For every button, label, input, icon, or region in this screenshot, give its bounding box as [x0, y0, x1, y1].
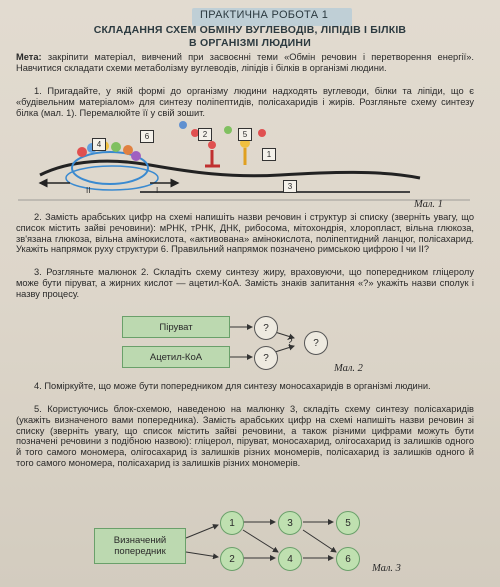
practical-work-label: ПРАКТИЧНА РОБОТА 1 — [200, 9, 329, 21]
box-defined-precursor: Визначений попередник — [94, 528, 186, 564]
box-acetyl-coa: Ацетил-КоА — [122, 346, 230, 368]
fig3-caption: Мал. 3 — [372, 563, 401, 574]
fig2-question-2: ? — [254, 346, 278, 370]
fig1-number-2: 2 — [198, 128, 212, 141]
fig2-caption: Мал. 2 — [334, 363, 363, 374]
fig3-node-4: 4 — [278, 547, 302, 571]
fig3-node-6: 6 — [336, 547, 360, 571]
page-title-line2: В ОРГАНІЗМІ ЛЮДИНИ — [189, 37, 311, 49]
page-title: СКЛАДАННЯ СХЕМ ОБМІНУ ВУГЛЕВОДІВ, ЛІПІДІВ І БІЛКІВ — [93, 24, 407, 36]
fig3-node-5: 5 — [336, 511, 360, 535]
box-pyruvate: Піруват — [122, 316, 230, 338]
aim-label: Мета: — [16, 52, 42, 62]
task-3: 3. Розгляньте малюнок 2. Складіть схему синтезу жиру, враховуючи, що попередником гліцеролу може бути піруват, а жирних кислот — ацетил-КоА. Замість знаків запитання «?» укажіть назви сполук і назву процесу. — [16, 267, 474, 299]
fig3-node-3: 3 — [278, 511, 302, 535]
task-2: 2. Замість арабських цифр на схемі напишіть назви речовин і структур зі списку (зверніть увагу, що список містить зайві речовини): мРНК, тРНК, ДНК, рибосома, мітохондрія, хлоропласт, вільна глюкоза, зв'язана глюкоза, вільна амінокислота, «активована» амінокислота, поліпептидний ланцюг, полісахарид. Укажіть напрямок руху структури 6. Правильний напрямок позначено римською цифрою І чи ІІ? — [16, 212, 474, 255]
fig1-number-1: 1 — [262, 148, 276, 161]
fig1-roman-2: ІІ — [86, 186, 91, 195]
fig3-node-2: 2 — [220, 547, 244, 571]
fig1-roman-1: І — [156, 186, 159, 195]
aim-text: закріпити матеріал, вивчений при засвоєнні теми «Обмін речовин і перетворення енергії». Навчитися складати схеми метаболізму вуглеводів, ліпідів і білків в організмі людини. — [16, 52, 474, 73]
task-1: 1. Пригадайте, у якій формі до організму людини надходять вуглеводи, білки та ліпіди, що є «будівельним матеріалом» для синтезу поліпептидів, полісахаридів і жирів. Розгляньте схему синтезу білка (мал. 1). Перемалюйте її у свій зошит. — [16, 86, 474, 118]
fig2-question-3: ? — [304, 331, 328, 355]
fig1-number-6: 6 — [140, 130, 154, 143]
fig1-caption: Мал. 1 — [414, 199, 443, 210]
task-5: 5. Користуючись блок-схемою, наведеною на малюнку 3, складіть схему синтезу полісахаридів (укажіть визначеного вами попередника). Замість арабських цифр на схемі напишіть назви речовин зі списку (зверніть увагу, що список містить зайві речовини, а також різними цифрами можуть бути позначені речовини з подібною назвою): гліцерол, піруват, моносахарид, олігосахарид із залишків одного й того самого мономера, олігосахарид із залишків різних мономерів, полісахарид із залишків одного й того самого мономера, полісахарид із залишків різних мономерів. — [16, 404, 474, 468]
task-4: 4. Поміркуйте, що може бути попередником для синтезу моносахаридів в організмі людини. — [34, 381, 431, 391]
fig2-process-question: ? — [287, 337, 293, 348]
fig2-question-1: ? — [254, 316, 278, 340]
fig1-number-3: 3 — [283, 180, 297, 193]
fig1-number-5: 5 — [238, 128, 252, 141]
fig1-number-4: 4 — [92, 138, 106, 151]
fig3-node-1: 1 — [220, 511, 244, 535]
